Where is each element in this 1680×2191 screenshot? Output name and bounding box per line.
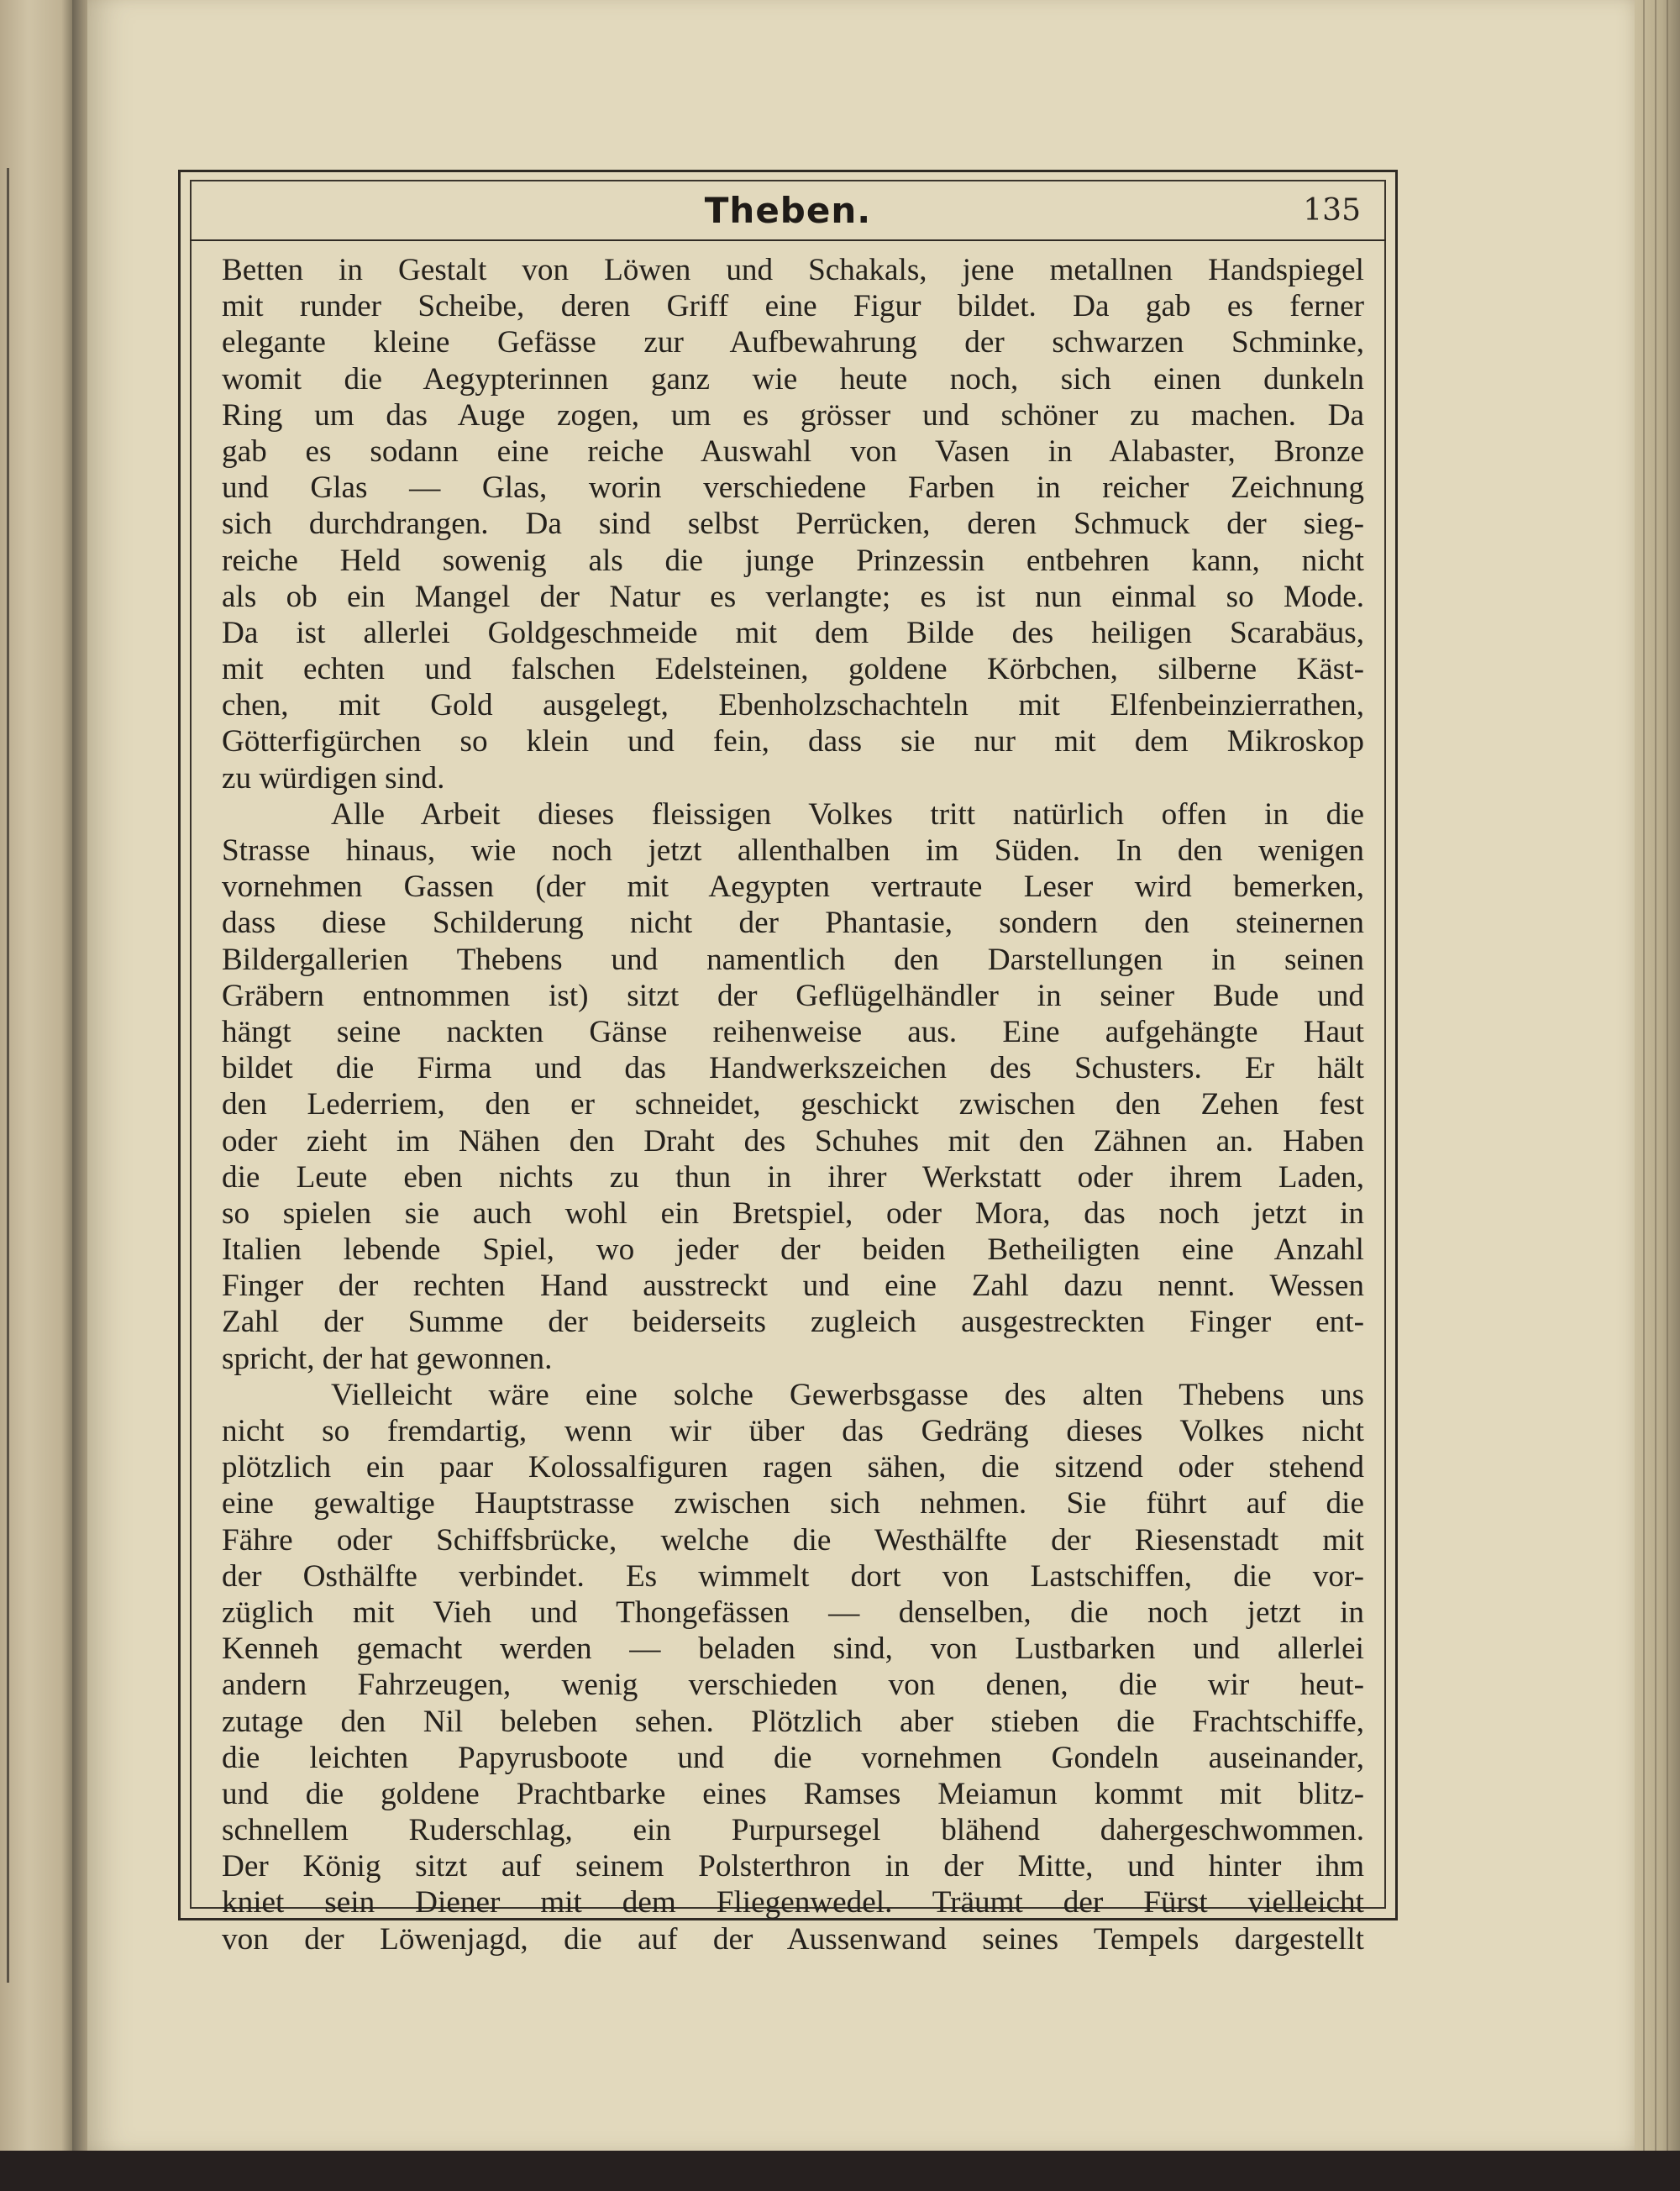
text-line: dass diese Schilderung nicht der Phantasie, sondern den steinernen <box>222 906 1364 941</box>
header-rule <box>190 239 1386 241</box>
text-line: Strasse hinaus, wie noch jetzt allenthalben im Süden. In den wenigen <box>222 833 1364 868</box>
text-line: Kenneh gemacht werden — beladen sind, von Lustbarken und allerlei <box>222 1631 1364 1667</box>
text-line: spricht, der hat gewonnen. <box>222 1341 553 1376</box>
text-line: die leichten Papyrusboote und die vornehmen Gondeln auseinander, <box>222 1740 1364 1775</box>
text-line: Finger der rechten Hand ausstreckt und eine Zahl dazu nennt. Wessen <box>222 1269 1364 1304</box>
text-line: mit runder Scheibe, deren Griff eine Figur bildet. Da gab es ferner <box>222 289 1364 324</box>
page-number: 135 <box>1303 193 1361 228</box>
text-line: Der König sitzt auf seinem Polsterthron in der Mitte, und hinter ihm <box>222 1849 1364 1884</box>
text-line: bildet die Firma und das Handwerkszeichen des Schusters. Er hält <box>222 1051 1364 1086</box>
background-surface <box>0 2151 1680 2191</box>
running-title: Theben. <box>704 190 872 231</box>
page-stack-edge <box>1635 0 1680 2151</box>
text-line: elegante kleine Gefässe zur Aufbewahrung der schwarzen Schminke, <box>222 325 1364 360</box>
text-line: kniet sein Diener mit dem Fliegenwedel. Träumt der Fürst vielleicht <box>222 1885 1364 1920</box>
text-line: den Lederriem, den er schneidet, geschickt zwischen den Zehen fest <box>222 1087 1364 1122</box>
text-line: Fähre oder Schiffsbrücke, welche die Westhälfte der Riesenstadt mit <box>222 1522 1364 1558</box>
text-line: plötzlich ein paar Kolossalfiguren ragen sähen, die sitzend oder stehend <box>222 1450 1364 1485</box>
book-gutter <box>72 0 87 2191</box>
text-line: gab es sodann eine reiche Auswahl von Vasen in Alabaster, Bronze <box>222 433 1364 469</box>
text-line: Bildergallerien Thebens und namentlich den Darstellungen in seinen <box>222 942 1364 977</box>
text-line: Ring um das Auge zogen, um es grösser und schöner zu machen. Da <box>222 397 1364 433</box>
text-line: so spielen sie auch wohl ein Bretspiel, oder Mora, das noch jetzt in <box>222 1195 1364 1231</box>
text-line: Gräbern entnommen ist) sitzt der Geflügelhändler in seiner Bude und <box>222 978 1364 1013</box>
text-line: reiche Held sowenig als die junge Prinzessin entbehren kann, nicht <box>222 543 1364 578</box>
text-line: Alle Arbeit dieses fleissigen Volkes tritt natürlich offen in die <box>331 796 1364 832</box>
text-line: Da ist allerlei Goldgeschmeide mit dem Bilde des heiligen Scarabäus, <box>222 615 1364 650</box>
text-line: und die goldene Prachtbarke eines Ramses Meiamun kommt mit blitz- <box>222 1776 1364 1811</box>
text-line: Zahl der Summe der beiderseits zugleich ausgestreckten Finger ent- <box>222 1305 1364 1340</box>
text-line: nicht so fremdartig, wenn wir über das Gedräng dieses Volkes nicht <box>222 1414 1364 1448</box>
text-line: chen, mit Gold ausgelegt, Ebenholzschachteln mit Elfenbeinzierrathen, <box>222 688 1364 723</box>
text-line: Italien lebende Spiel, wo jeder der beiden Betheiligten eine Anzahl <box>222 1232 1364 1268</box>
text-line: als ob ein Mangel der Natur es verlangte; es ist nun einmal so Mode. <box>222 579 1364 614</box>
page-edge-line <box>1667 0 1668 2151</box>
text-line: schnellem Ruderschlag, ein Purpursegel blähend dahergeschwommen. <box>222 1813 1364 1848</box>
text-line: Betten in Gestalt von Löwen und Schakals, jene metallnen Handspiegel <box>222 253 1364 287</box>
text-line: vornehmen Gassen (der mit Aegypten vertraute Leser wird bemerken, <box>222 870 1364 905</box>
text-line: Vielleicht wäre eine solche Gewerbsgasse des alten Thebens uns <box>331 1377 1364 1412</box>
text-line: und Glas — Glas, worin verschiedene Farben in reicher Zeichnung <box>222 470 1364 506</box>
text-line: der Osthälfte verbindet. Es wimmelt dort von Lastschiffen, die vor- <box>222 1558 1364 1594</box>
page-edge-line <box>1655 0 1656 2151</box>
text-line: von der Löwenjagd, die auf der Aussenwand seines Tempels dargestellt <box>222 1921 1364 1957</box>
text-line: mit echten und falschen Edelsteinen, goldene Körbchen, silberne Käst- <box>222 652 1364 687</box>
text-line: womit die Aegypterinnen ganz wie heute noch, sich einen dunkeln <box>222 361 1364 397</box>
previous-page-edge <box>0 0 72 2191</box>
text-line: oder zieht im Nähen den Draht des Schuhes mit den Zähnen an. Haben <box>222 1123 1364 1159</box>
text-line: züglich mit Vieh und Thongefässen — denselben, die noch jetzt in <box>222 1595 1364 1630</box>
text-line: sich durchdrangen. Da sind selbst Perrücken, deren Schmuck der sieg- <box>222 507 1364 542</box>
text-line: die Leute eben nichts zu thun in ihrer Werkstatt oder ihrem Laden, <box>222 1159 1364 1195</box>
text-line: hängt seine nackten Gänse reihenweise aus. Eine aufgehängte Haut <box>222 1014 1364 1049</box>
text-line: zutage den Nil beleben sehen. Plötzlich aber stieben die Frachtschiffe, <box>222 1704 1364 1739</box>
previous-page-rule <box>7 168 9 1983</box>
text-line: andern Fahrzeugen, wenig verschieden von denen, die wir heut- <box>222 1668 1364 1703</box>
body-text <box>222 252 1364 1957</box>
text-line: Götterfigürchen so klein und fein, dass sie nur mit dem Mikroskop <box>222 724 1364 759</box>
text-line: eine gewaltige Hauptstrasse zwischen sich nehmen. Sie führt auf die <box>222 1486 1364 1521</box>
page-edge-line <box>1643 0 1645 2151</box>
text-line: zu würdigen sind. <box>222 760 445 796</box>
running-header <box>190 190 1386 237</box>
